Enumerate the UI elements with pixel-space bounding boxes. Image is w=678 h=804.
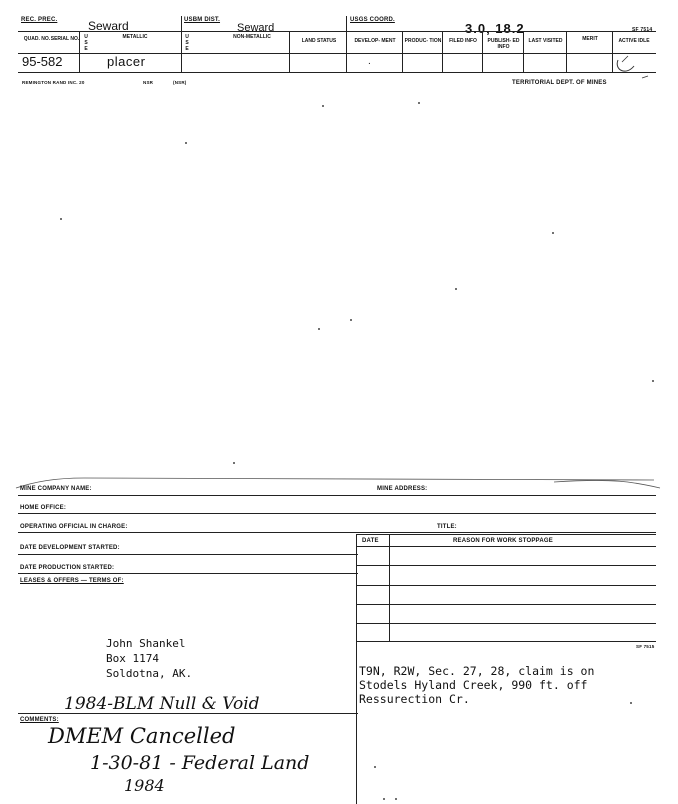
non-metallic-label: NON-METALLIC: [233, 34, 271, 40]
col-development: DEVELOP- MENT: [354, 38, 396, 44]
comment-line-3: 1984: [124, 776, 165, 795]
col-published-info: PUBLISH- ED INFO: [487, 38, 520, 50]
speck: [630, 702, 632, 704]
rule-home-office: [18, 513, 656, 514]
rule-mine-company: [18, 495, 656, 496]
vrule-date-col: [389, 534, 390, 641]
prod-started-label: DATE PRODUCTION STARTED:: [20, 565, 115, 571]
header-vrule: [346, 16, 347, 72]
metallic-value: placer: [107, 54, 146, 69]
leases-label: LEASES & OFFERS — TERMS OF:: [20, 578, 124, 584]
reason-col-label: REASON FOR WORK STOPPAGE: [453, 538, 553, 544]
header-rule-3: [18, 72, 656, 73]
col-production: PRODUC- TION: [404, 38, 442, 44]
location-line: Ressurection Cr.: [359, 692, 470, 706]
header-vrule: [523, 31, 524, 72]
title-label: TITLE:: [437, 524, 457, 530]
usbm-dist-label: USBM DIST.: [184, 17, 221, 23]
rule-comments: [18, 713, 358, 714]
col-active-idle: ACTIVE IDLE: [618, 38, 650, 44]
col-last-visited: LAST VISITED: [528, 38, 563, 44]
location-line: T9N, R2W, Sec. 27, 28, claim is on: [359, 664, 595, 678]
use-label-a: U S E: [84, 34, 88, 52]
header-vrule: [442, 31, 443, 72]
speck: [552, 232, 554, 234]
rule-date-row: [356, 565, 656, 566]
metallic-label: METALLIC: [122, 34, 148, 40]
speck: [418, 102, 420, 104]
pencil-mark-icon: [612, 50, 652, 80]
form-number-bottom: SF 7515: [636, 644, 655, 649]
rule-date-table-top: [356, 534, 656, 535]
speck: [383, 798, 385, 800]
serial-label: SERIAL NO.: [50, 36, 80, 42]
vrule-right-panel: [356, 534, 357, 804]
speck: [395, 798, 397, 800]
col-land-status: LAND STATUS: [301, 38, 337, 44]
mine-address-label: MINE ADDRESS:: [377, 486, 428, 492]
header-vrule: [289, 31, 290, 72]
header-vrule: [402, 31, 403, 72]
footer-left-b: NSR: [143, 80, 154, 85]
rec-prec-value: Seward: [88, 19, 129, 33]
header-vrule: [482, 31, 483, 72]
location-line: Stodels Hyland Creek, 990 ft. off: [359, 678, 588, 692]
home-office-label: HOME OFFICE:: [20, 505, 67, 511]
speck: [185, 142, 187, 144]
card-top-edge: [14, 470, 664, 492]
speck: [322, 105, 324, 107]
footer-left-c: (NSR): [173, 80, 187, 85]
col-filed-info: FILED INFO: [449, 38, 477, 44]
mine-company-label: MINE COMPANY NAME:: [20, 486, 92, 492]
rule-date-row: [356, 623, 656, 624]
comment-line-2: 1-30-81 - Federal Land: [90, 752, 310, 774]
col-merit: MERIT: [582, 36, 598, 42]
rec-prec-label: REC. PREC.: [21, 17, 58, 23]
rule-date-header: [356, 546, 656, 547]
date-col-label: DATE: [362, 538, 379, 544]
use-label-b: U S E: [185, 34, 189, 52]
dev-started-label: DATE DEVELOPMENT STARTED:: [20, 545, 120, 551]
serial-value: 95-582: [22, 54, 63, 69]
comment-line-1: DMEM Cancelled: [48, 724, 236, 748]
quad-label: QUAD. NO.: [23, 36, 51, 42]
speck: [60, 218, 62, 220]
speck: [350, 319, 352, 321]
form-number-top: SF 7514: [632, 27, 653, 33]
header-vrule: [181, 16, 182, 72]
speck: [455, 288, 457, 290]
footer-right: TERRITORIAL DEPT. OF MINES: [512, 80, 607, 86]
footer-left: REMINGTON RAND INC. 20: [22, 80, 85, 85]
rule-date-table-bottom: [356, 641, 656, 642]
speck: [233, 462, 235, 464]
develop-mark: .: [368, 56, 371, 67]
rule-prod-started: [18, 573, 358, 574]
usbm-dist-value: Seward: [237, 22, 275, 34]
owner-line: Box 1174: [106, 652, 159, 665]
handwritten-blm-note: 1984-BLM Null & Void: [64, 694, 260, 714]
owner-line: Soldotna, AK.: [106, 667, 193, 680]
usgs-coord-value: 3.0, 18.2: [465, 21, 525, 36]
rule-operating-official: [18, 532, 656, 533]
owner-line: John Shankel: [106, 637, 186, 650]
speck: [652, 380, 654, 382]
usgs-coord-label: USGS COORD.: [350, 17, 395, 23]
rule-dev-started: [18, 554, 358, 555]
owner-address: [106, 636, 192, 681]
comments-label: COMMENTS:: [20, 717, 59, 723]
header-rule-1: [18, 31, 656, 32]
speck: [318, 328, 320, 330]
operating-official-label: OPERATING OFFICIAL IN CHARGE:: [20, 524, 128, 530]
rule-date-row: [356, 604, 656, 605]
speck: [374, 766, 376, 768]
header-vrule: [566, 31, 567, 72]
rule-date-row: [356, 585, 656, 586]
location-text: [359, 664, 594, 706]
